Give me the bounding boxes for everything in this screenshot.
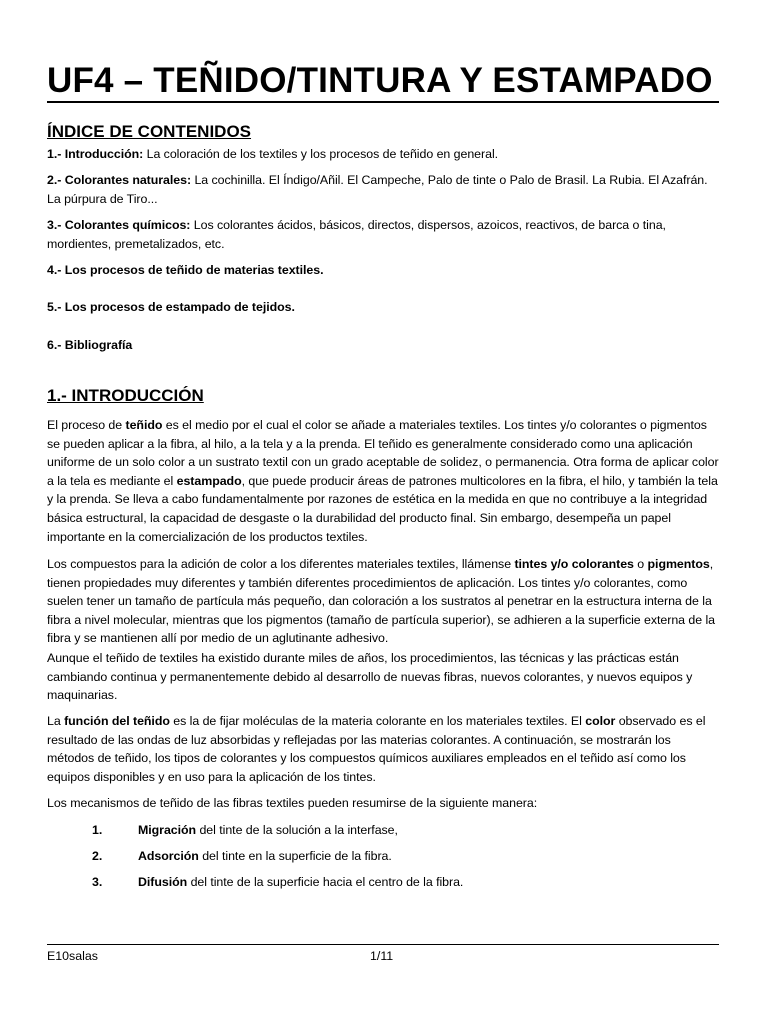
toc-item [47,298,719,317]
toc-item-label: 6.- Bibliografía [47,338,133,352]
list-term: Difusión [138,875,188,889]
toc-item-text: La cochinilla. El Índigo/Añil. El Campeche, Palo de tinte o Palo de Brasil. La Rubia. El Azafrán. La púrpura de Tiro... [47,173,708,206]
toc-item [47,336,719,355]
text-run: El proceso de [47,418,126,432]
toc-item-label: 4.- Los procesos de teñido de materias textiles. [47,263,324,277]
toc-item-label: 5.- Los procesos de estampado de tejidos. [47,300,295,314]
toc-item [47,261,719,280]
list-term: Adsorción [138,849,199,863]
text-run: , tienen propiedades muy diferentes y también diferentes procedimientos de aplicación. Los tintes y/o colorantes, como suelen tener un tamaño de partícula más pequeño, dan coloración a los sustratos al penetrar en la estructura interna de la fibra a nivel molecular, mientras que los pigmentos (tamaño de partícula superior), se adhieren a la superficie externa de la fibra y se mantienen allí por medio de un aglutinante adhesivo. [47,557,716,646]
text-run: La [47,714,65,728]
bold-term: color [585,714,616,728]
toc-item [47,216,719,253]
list-text: del tinte en la superficie de la fibra. [198,849,392,863]
bold-term: tintes y/o colorantes [514,557,634,571]
section-heading-introduction: 1.- INTRODUCCIÓN [47,386,204,405]
toc-item [47,145,719,164]
text-run: es el medio por el cual el color se añade a materiales textiles. Los tintes y/o colorantes o pigmentos se pueden aplicar a la fibra, al hilo, a la tela y a la prenda. El teñido es generalmente considerado como una aplicación uniforme de un solo color a un sustrato textil con un grado aceptable de solidez, o permanencia. Otra forma de aplicar color a la tela es mediante el [47,418,719,488]
list-number: 1. [92,823,103,837]
paragraph: Los mecanismos de teñido de las fibras textiles pueden resumirse de la siguiente manera: [47,796,538,810]
text-run: Los compuestos para la adición de color a los diferentes materiales textiles, llámense [47,557,515,571]
document-title: UF4 – TEÑIDO/TINTURA Y ESTAMPADO [47,61,713,100]
paragraph [47,555,719,648]
list-text: del tinte de la solución a la interfase, [196,823,398,837]
paragraph [47,712,719,786]
footer-divider [47,944,719,945]
page-number: 1/11 [370,949,394,963]
list-item [92,847,712,866]
text-run: o [633,557,648,571]
bold-term: estampado [176,473,242,488]
title-underline [47,101,719,103]
list-number: 2. [92,849,103,863]
text-run: , que puede producir áreas de patrones multicolores en la fibra, el hilo, y también la tela y la prenda. Se lleva a cabo fundamentalmente por razones de estética en la medida en que no contribuye a la integridad básica estructural, la capacidad de desgaste o la durabilidad del producto final. Sin embargo, desempeña un papel importante en la comercialización de los productos textiles. [47,473,718,544]
toc-item-label: 2.- Colorantes naturales: [47,173,192,187]
bold-term: pigmentos [647,557,710,571]
toc-item-text: Los colorantes ácidos, básicos, directos, dispersos, azoicos, reactivos, de barca o tina, mordientes, premetalizados, etc. [47,218,666,251]
bold-term: teñido [125,418,163,432]
bold-term: función del teñido [64,714,170,728]
paragraph [47,416,719,546]
list-item [92,873,712,892]
list-number: 3. [92,875,103,889]
list-text: del tinte de la superficie hacia el centro de la fibra. [187,875,464,889]
toc-item [47,171,719,208]
toc-item-label: 1.- Introducción: [47,147,144,161]
text-run: es la de fijar moléculas de la materia colorante en los materiales textiles. El [169,714,586,728]
toc-item-text: La coloración de los textiles y los procesos de teñido en general. [143,147,499,161]
footer-author: E10salas [47,949,98,963]
text-run: observado es el resultado de las ondas de luz absorbidas y reflejadas por las materias colorantes. A continuación, se mostrarán los métodos de teñido, los tipos de colorantes y los compuestos químicos auxiliares empleados en el teñido así como los equipos disponibles y en uso para la aplicación de los tintes. [47,714,706,784]
list-item [92,821,712,840]
toc-heading: ÍNDICE DE CONTENIDOS [47,122,252,141]
toc-item-label: 3.- Colorantes químicos: [47,218,191,232]
paragraph: Aunque el teñido de textiles ha existido durante miles de años, los procedimientos, las técnicas y las prácticas están cambiando continua y permanentemente debido al desarrollo de nuevas fibras, nuevos colorantes, y nuevos equipos y maquinarias. [47,651,693,703]
list-term: Migración [138,823,197,837]
